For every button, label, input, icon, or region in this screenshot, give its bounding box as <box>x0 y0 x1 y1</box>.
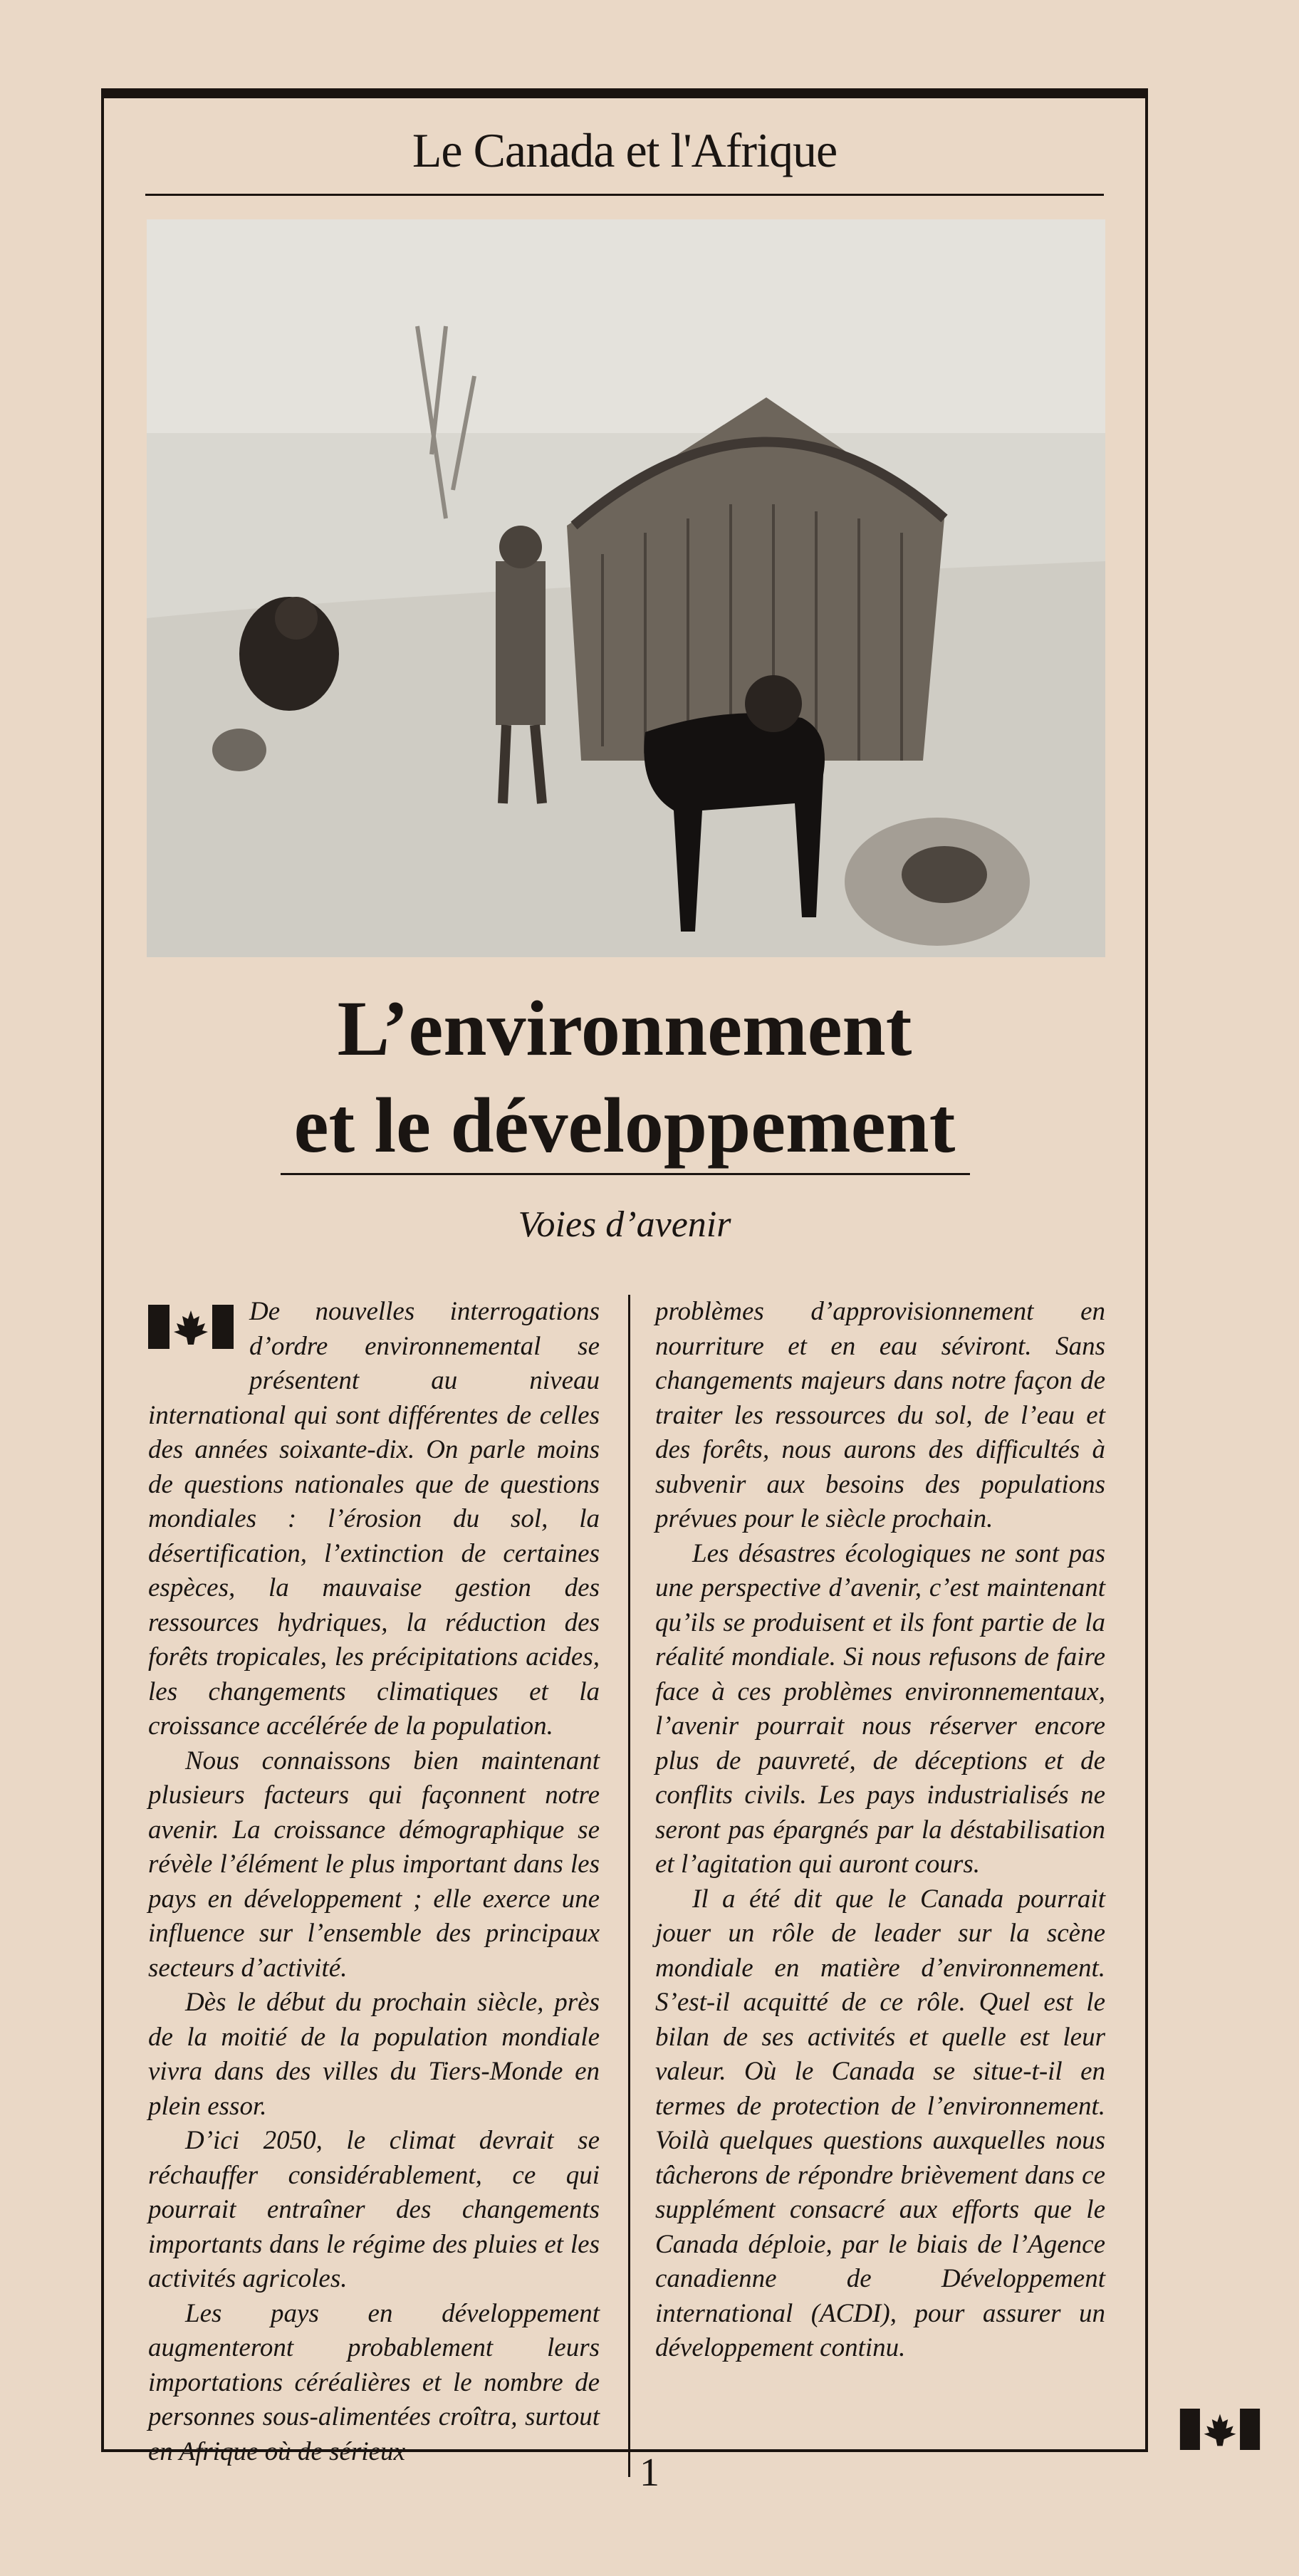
header-rule <box>145 194 1104 196</box>
paragraph: D’ici 2050, le climat devrait se réchauffer considérablement, ce qui pourrait entraîner des changements importants dans le régime des pluies et les activités agricoles. <box>148 2126 600 2293</box>
left-column <box>148 1295 600 2469</box>
paragraph: De nouvelles interrogations d’ordre environnemental se présentent au niveau international qui sont différentes de celles des années soixante-dix. On parle moins de questions nationales que de questions mondiales : l’érosion du sol, la désertification, l’extinction de certaines espèces, la mauvaise gestion des ressources hydriques, la réduction des forêts tropicales, les précipitations acides, les changements climatiques et la croissance accélérée de la population. <box>148 1297 600 1741</box>
title-rule <box>281 1173 970 1175</box>
article-page <box>101 88 1148 2466</box>
paragraph: Dès le début du prochain siècle, près de la moitié de la population mondiale vivra dans des villes du Tiers-Monde en plein essor. <box>148 1988 600 2121</box>
right-column <box>655 1295 1105 2366</box>
photo-village-hut-icon <box>147 219 1105 957</box>
paragraph: Il a été dit que le Canada pourrait jouer un rôle de leader sur la scène mondiale en matière d’environnement. S’est-il acquitté de ce rôle. Quel est le bilan de ses activités et quelle est leur valeur. Où le Canada se situe-t-il en termes de protection de l’environnement. Voilà quelques questions auxquelles nous tâcherons de répondre brièvement dans ce supplément consacré aux efforts que le Canada déploie, par le biais de l’Agence canadienne de Développement international (ACDI), pour assurer un développement continu. <box>655 1884 1105 2362</box>
article-title <box>104 980 1145 1174</box>
article-title-line2: et le développement <box>293 1082 956 1169</box>
paragraph: problèmes d’approvisionnement en nourriture et en eau séviront. Sans changements majeurs dans notre façon de traiter les ressources du sol, de l’eau et des forêts, nous aurons des difficultés à subvenir aux besoins des populations prévues pour le siècle prochain. <box>655 1297 1105 1533</box>
paragraph: Les pays en développement augmenteront probablement leurs importations céréalières et le nombre de personnes sous-alimentées croîtra, surtout en Afrique où de sérieux <box>148 2298 600 2466</box>
page-number: 1 <box>640 2451 659 2495</box>
canada-flag-icon <box>1178 2409 1262 2454</box>
paragraph: Les désastres écologiques ne sont pas une perspective d’avenir, c’est maintenant qu’ils se produisent et ils font partie de la réalité mondiale. Si nous refusons de faire face à ces problèmes environnementaux, l’avenir pourrait nous réserver encore plus de pauvreté, de déceptions et de conflits civils. Les pays industrialisés ne seront pas épargnés par la déstabilisation et l’agitation qui auront cours. <box>655 1538 1105 1879</box>
paragraph: Nous connaissons bien maintenant plusieurs facteurs qui façonnent notre avenir. La croissance démographique se révèle l’élément le plus important dans les pays en développement ; elle exerce une influence sur l’ensemble des principaux secteurs d’activité. <box>148 1746 600 1983</box>
running-head: Le Canada et l'Afrique <box>412 123 838 177</box>
article-subtitle: Voies d’avenir <box>518 1204 731 1245</box>
column-divider <box>628 1295 630 2477</box>
article-photo <box>147 219 1105 957</box>
article-title-line1: L’environnement <box>337 985 912 1072</box>
canada-flag-icon <box>148 1305 234 1359</box>
